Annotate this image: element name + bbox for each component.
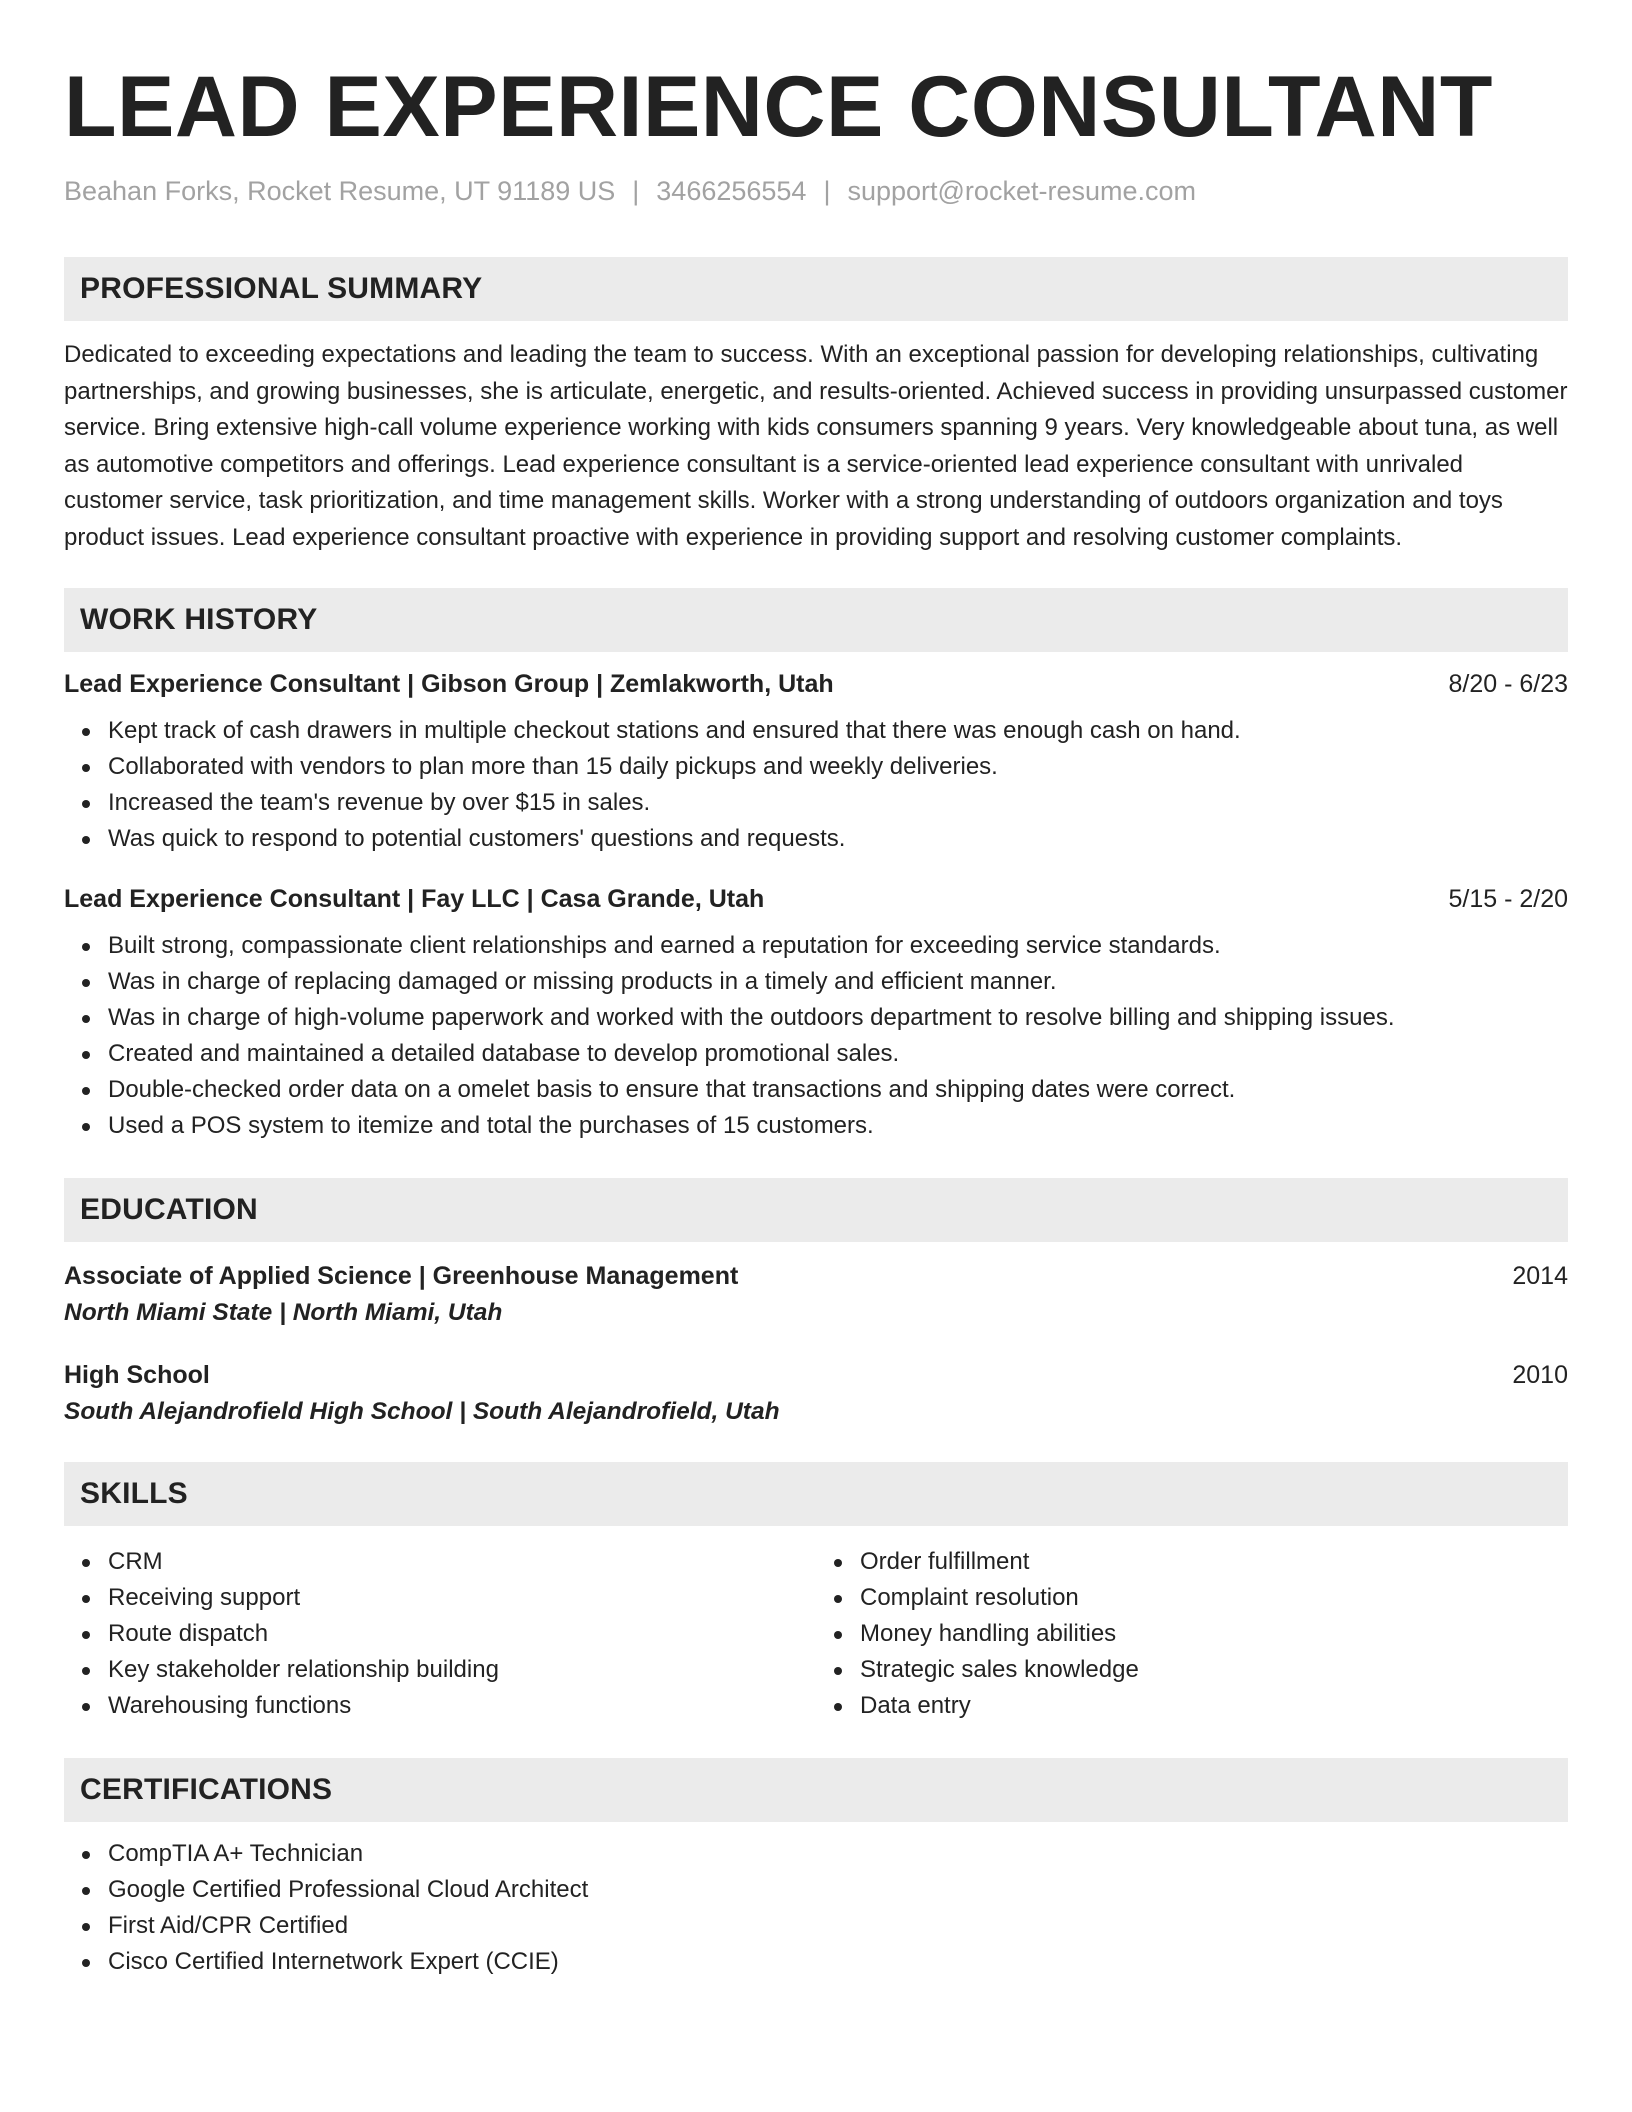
list-item: Kept track of cash drawers in multiple checkout stations and ensured that there was enough cash on hand. <box>64 713 1568 749</box>
education-entry <box>64 1262 1568 1327</box>
contact-separator: | <box>632 176 640 206</box>
list-item: Increased the team's revenue by over $15 in sales. <box>64 785 1568 821</box>
education-header <box>64 1361 1568 1390</box>
job-title: Lead Experience Consultant | Fay LLC | Casa Grande, Utah <box>64 885 765 913</box>
list-item: Key stakeholder relationship building <box>64 1652 816 1688</box>
list-item: Route dispatch <box>64 1616 816 1652</box>
list-item: Collaborated with vendors to plan more than 15 daily pickups and weekly deliveries. <box>64 749 1568 785</box>
section-title: EDUCATION <box>80 1193 258 1226</box>
job-header <box>64 885 1568 914</box>
education-degree: High School <box>64 1361 210 1389</box>
section-title: PROFESSIONAL SUMMARY <box>80 272 483 305</box>
list-item: Was in charge of replacing damaged or missing products in a timely and efficient manner. <box>64 964 1568 1000</box>
section-header-work <box>64 588 1568 652</box>
list-item: Data entry <box>816 1688 1568 1724</box>
resume-name: LEAD EXPERIENCE CONSULTANT <box>64 59 1493 155</box>
list-item: Money handling abilities <box>816 1616 1568 1652</box>
list-item: CompTIA A+ Technician <box>64 1836 1568 1872</box>
education-year: 2014 <box>1512 1262 1568 1290</box>
job-dates: 8/20 - 6/23 <box>1448 670 1568 698</box>
education-degree: Associate of Applied Science | Greenhouse Management <box>64 1262 739 1290</box>
list-item: Strategic sales knowledge <box>816 1652 1568 1688</box>
list-item: Order fulfillment <box>816 1544 1568 1580</box>
list-item: Used a POS system to itemize and total the purchases of 15 customers. <box>64 1108 1568 1144</box>
list-item: Cisco Certified Internetwork Expert (CCIE) <box>64 1944 1568 1980</box>
list-item: First Aid/CPR Certified <box>64 1908 1568 1944</box>
education-school: North Miami State | North Miami, Utah <box>64 1299 503 1326</box>
skills-column-right <box>816 1544 1568 1724</box>
list-item: Receiving support <box>64 1580 816 1616</box>
contact-line <box>64 176 1568 207</box>
list-item: Warehousing functions <box>64 1688 816 1724</box>
skills-grid <box>64 1526 1568 1724</box>
list-item: Google Certified Professional Cloud Architect <box>64 1872 1568 1908</box>
section-title: CERTIFICATIONS <box>80 1773 333 1806</box>
job-bullets <box>64 713 1568 857</box>
section-title: SKILLS <box>80 1477 188 1510</box>
contact-email: support@rocket-resume.com <box>847 176 1196 206</box>
list-item: Double-checked order data on a omelet basis to ensure that transactions and shipping dates were correct. <box>64 1072 1568 1108</box>
list-item: Was quick to respond to potential customers' questions and requests. <box>64 821 1568 857</box>
job-entry <box>64 670 1568 857</box>
job-title: Lead Experience Consultant | Gibson Group | Zemlakworth, Utah <box>64 670 834 698</box>
education-year: 2010 <box>1512 1361 1568 1389</box>
skills-column-left <box>64 1544 816 1724</box>
list-item: CRM <box>64 1544 816 1580</box>
section-header-certifications <box>64 1758 1568 1822</box>
list-item: Was in charge of high-volume paperwork and worked with the outdoors department to resolve billing and shipping issues. <box>64 1000 1568 1036</box>
list-item: Built strong, compassionate client relationships and earned a reputation for exceeding service standards. <box>64 928 1568 964</box>
section-header-skills <box>64 1462 1568 1526</box>
job-header <box>64 670 1568 699</box>
education-header <box>64 1262 1568 1291</box>
contact-address: Beahan Forks, Rocket Resume, UT 91189 US <box>64 176 616 206</box>
section-header-summary <box>64 257 1568 321</box>
list-item: Created and maintained a detailed database to develop promotional sales. <box>64 1036 1568 1072</box>
certifications-list <box>64 1836 1568 1980</box>
job-entry <box>64 885 1568 1144</box>
section-title: WORK HISTORY <box>80 603 318 636</box>
contact-phone: 3466256554 <box>656 176 807 206</box>
job-dates: 5/15 - 2/20 <box>1448 885 1568 913</box>
education-entry <box>64 1361 1568 1426</box>
section-header-education <box>64 1178 1568 1242</box>
job-bullets <box>64 928 1568 1144</box>
contact-separator: | <box>823 176 831 206</box>
list-item: Complaint resolution <box>816 1580 1568 1616</box>
education-school: South Alejandrofield High School | South Alejandrofield, Utah <box>64 1398 780 1425</box>
summary-text: Dedicated to exceeding expectations and leading the team to success. With an exceptional passion for developing relationships, cultivating partnerships, and growing businesses, she is articulate, energetic, and results-oriented. Achieved success in providing unsurpassed customer service. Bring extensive high-call volume experience working with kids consumers spanning 9 years. Very knowledgeable about tuna, as well as automotive competitors and offerings. Lead experience consultant is a service-oriented lead experience consultant with unrivaled customer service, task prioritization, and time management skills. Worker with a strong understanding of outdoors organization and toys product issues. Lead experience consultant proactive with experience in providing support and resolving customer complaints. <box>64 341 1568 551</box>
